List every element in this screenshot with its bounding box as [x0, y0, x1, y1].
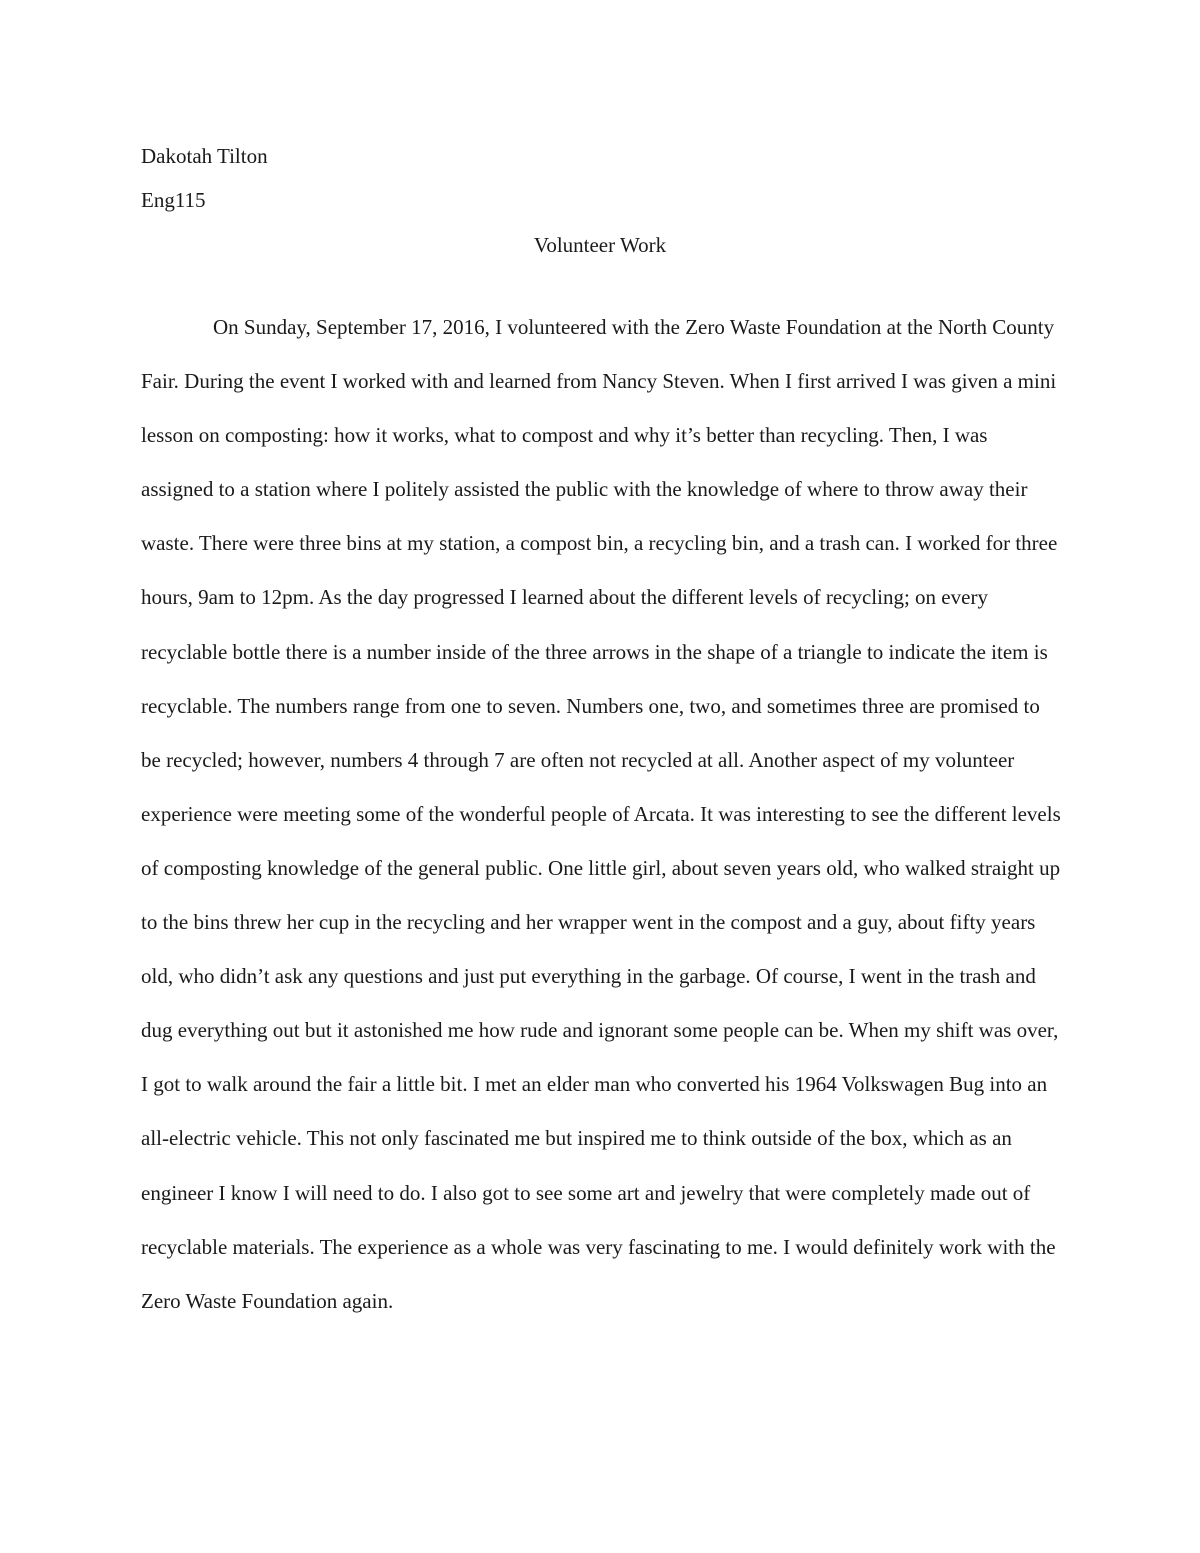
essay-body: On Sunday, September 17, 2016, I volunteered with the Zero Waste Foundation at the North County Fair. During the event I worked with and learned from Nancy Steven. When I first arrived I was given a mini lesson on composting: how it works, what to compost and why it’s better than recycling. Then, I was assigned to a station where I politely assisted the public with the knowledge of where to throw away their waste. There were three bins at my station, a compost bin, a recycling bin, and a trash can. I worked for three hours, 9am to 12pm. As the day progressed I learned about the different levels of recycling; on every recyclable bottle there is a number inside of the three arrows in the shape of a triangle to indicate the item is recyclable. The numbers range from one to seven. Numbers one, two, and sometimes three are promised to be recycled; however, numbers 4 through 7 are often not recycled at all. Another aspect of my volunteer experience were meeting some of the wonderful people of Arcata. It was interesting to see the different levels of composting knowledge of the general public. One little girl, about seven years old, who walked straight up to the bins threw her cup in the recycling and her wrapper went in the compost and a guy, about fifty years old, who didn’t ask any questions and just put everything in the garbage. Of course, I went in the trash and dug everything out but it astonished me how rude and ignorant some people can be. When my shift was over, I got to walk around the fair a little bit. I met an elder man who converted his 1964 Volkswagen Bug into an all-electric vehicle. This not only fascinated me but inspired me to think outside of the box, which as an engineer I know I will need to do. I also got to see some art and jewelry that were completely made out of recyclable materials. The experience as a whole was very fascinating to me. I would definitely work with the Zero Waste Foundation again. — [141, 315, 1061, 1313]
essay-title: Volunteer Work — [533, 233, 667, 257]
author-name: Dakotah Tilton — [141, 144, 268, 168]
course-code: Eng115 — [141, 188, 206, 212]
